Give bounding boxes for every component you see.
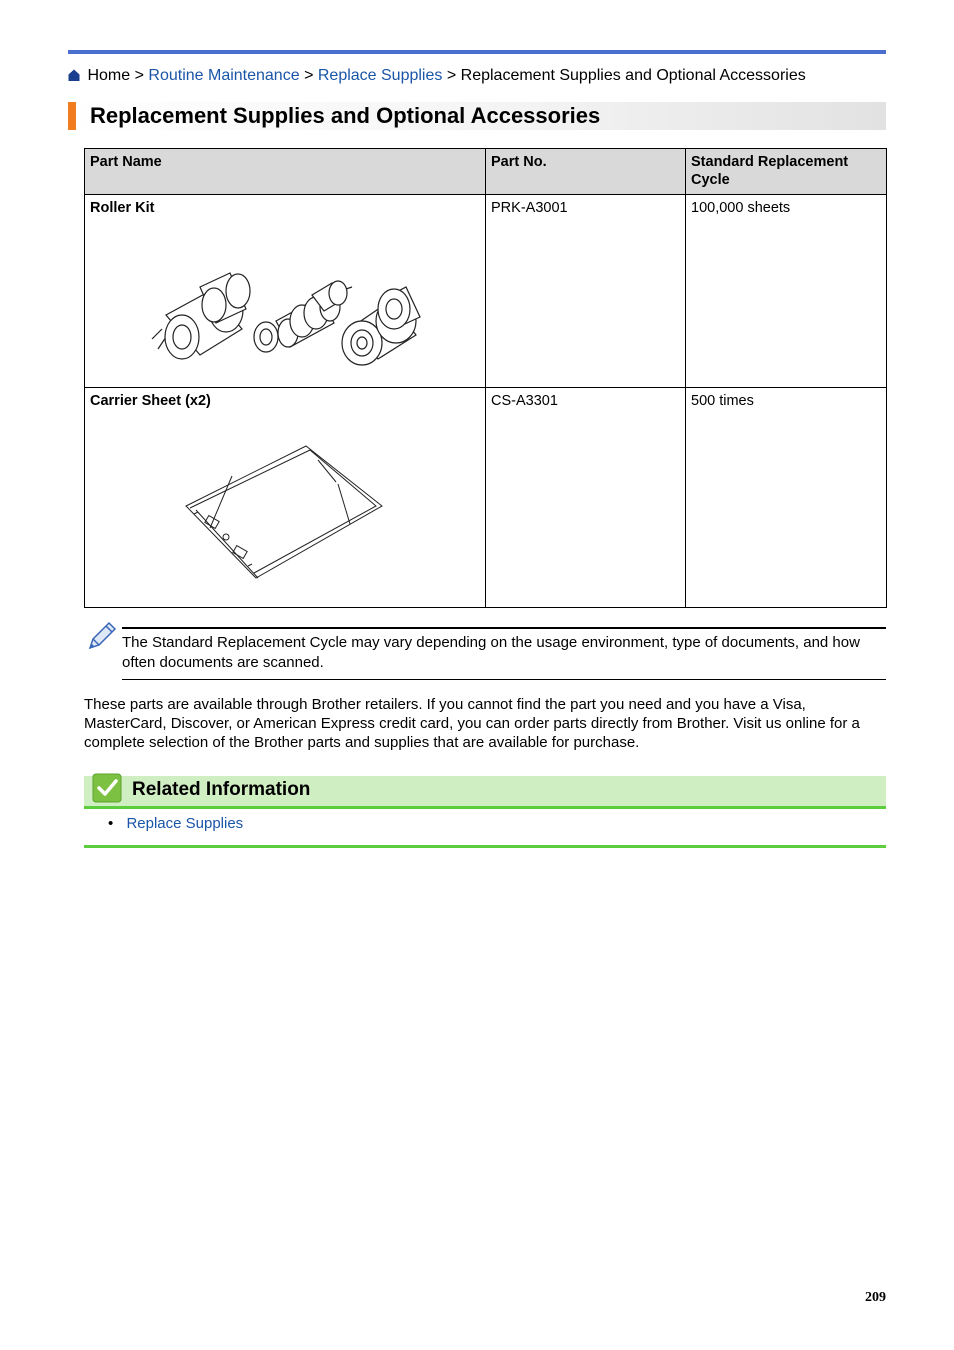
title-accent — [68, 102, 76, 130]
home-icon[interactable] — [68, 69, 80, 81]
parts-table — [84, 148, 887, 608]
table-header-row — [85, 149, 887, 195]
availability-paragraph: These parts are available through Brother retailers. If you cannot find the part you need and you have a Visa, MasterCard, Discover, or American Express credit card, you can order parts directly from Brother. Visit us online for a complete selection of the Brother parts and supplies that are available for purchase. — [84, 696, 860, 751]
table-row — [85, 195, 887, 388]
pencil-note-icon — [86, 620, 118, 652]
breadcrumb-separator: > — [304, 67, 314, 84]
part-no-cell: CS-A3301 — [486, 388, 686, 608]
breadcrumb-home[interactable]: Home — [87, 67, 131, 84]
related-information-title: Related Information — [132, 779, 311, 800]
related-bottom-rule — [84, 845, 886, 848]
related-information-header — [84, 776, 886, 809]
part-name: Roller Kit — [90, 200, 155, 216]
carrier-sheet-illustration — [90, 410, 480, 580]
title-bar — [68, 102, 886, 130]
part-name-cell — [85, 195, 486, 388]
replacement-cycle-cell: 100,000 sheets — [686, 195, 887, 388]
checkmark-icon — [92, 773, 122, 803]
header-part-no: Part No. — [486, 149, 686, 195]
page-number: 209 — [865, 1290, 886, 1305]
related-links-list — [108, 815, 243, 832]
roller-kit-illustration — [90, 217, 480, 367]
top-rule — [68, 50, 886, 54]
breadcrumb-separator: > — [134, 67, 144, 84]
breadcrumb-link-routine-maintenance[interactable]: Routine Maintenance — [148, 67, 300, 84]
note-box: The Standard Replacement Cycle may vary depending on the usage environment, type of documents, and how often documents are scanned. — [122, 627, 886, 680]
part-no-cell: PRK-A3001 — [486, 195, 686, 388]
part-name: Carrier Sheet (x2) — [90, 393, 211, 409]
breadcrumb — [68, 67, 806, 85]
header-replacement-cycle: Standard Replacement Cycle — [686, 149, 887, 195]
breadcrumb-link-replace-supplies[interactable]: Replace Supplies — [317, 67, 443, 84]
table-row — [85, 388, 887, 608]
breadcrumb-current: Replacement Supplies and Optional Accessories — [460, 67, 806, 84]
breadcrumb-separator: > — [446, 67, 457, 84]
page-title: Replacement Supplies and Optional Accessories — [90, 103, 601, 128]
part-name-cell — [85, 388, 486, 608]
replacement-cycle-cell: 500 times — [686, 388, 887, 608]
list-item — [108, 815, 243, 832]
related-link-replace-supplies[interactable]: Replace Supplies — [126, 815, 244, 832]
header-part-name: Part Name — [85, 149, 486, 195]
